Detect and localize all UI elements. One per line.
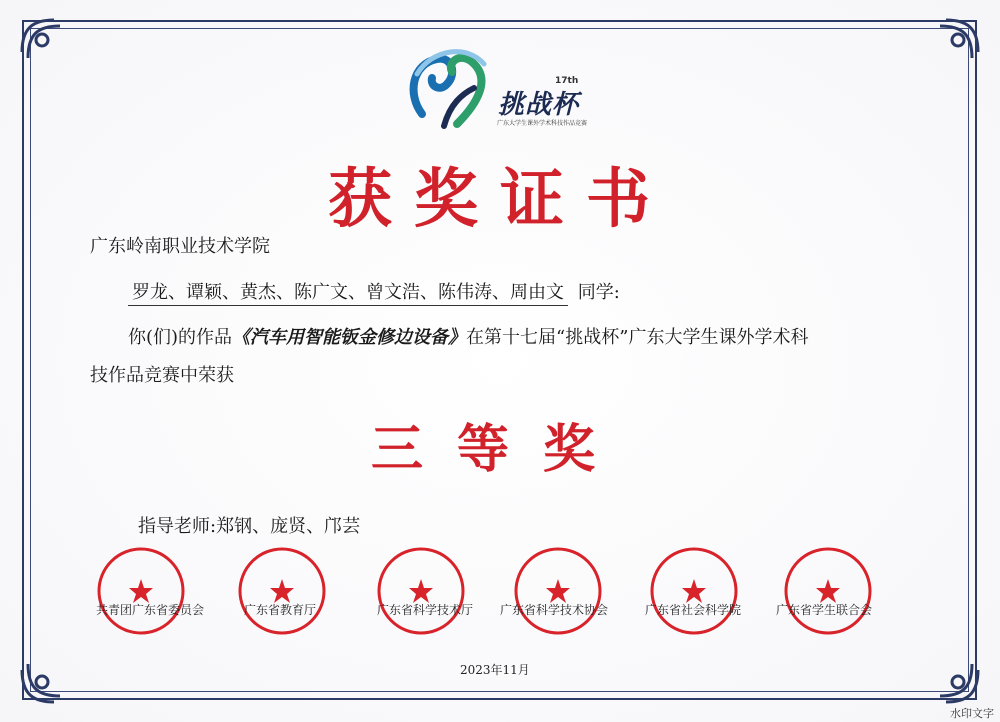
- student-names: 罗龙、谭颖、黄杰、陈广文、曾文浩、陈伟涛、周由文: [128, 278, 568, 306]
- award-level: 三等奖: [370, 419, 629, 480]
- watermark-text: 水印文字: [950, 707, 994, 720]
- body-line-1: [128, 323, 808, 349]
- organizer-5: 广东省社会科学院: [645, 603, 742, 617]
- body-mid: 在第十七届“挑战杯”广东大学生课外学术科: [466, 327, 809, 348]
- students-suffix: 同学:: [577, 282, 620, 303]
- organizer-6: 广东省学生联合会: [776, 603, 873, 617]
- corner-ornament-top-right: [916, 12, 986, 82]
- organizer-2: 广东省教育厅: [244, 603, 317, 617]
- logo-title: 挑战杯: [498, 90, 580, 120]
- issue-date: 2023年11月: [460, 663, 530, 677]
- organizer-3: 广东省科学技术厅: [377, 603, 474, 617]
- advisors-names: 郑钢、庞贤、邝芸: [216, 516, 361, 537]
- work-title: 《汽车用智能钣金修边设备》: [232, 327, 467, 348]
- corner-ornament-top-left: [14, 12, 84, 82]
- seal-science-tech-dept: [375, 545, 467, 637]
- seal-social-sciences: [648, 545, 740, 637]
- logo-subtitle: 广东大学生课外学术科技作品竞赛: [497, 120, 588, 127]
- seal-youth-league: [95, 545, 187, 637]
- corner-ornament-bottom-left: [14, 640, 84, 710]
- challenge-cup-emblem-icon: [402, 44, 502, 134]
- seal-education-dept: [236, 545, 328, 637]
- seal-student-federation: [782, 545, 874, 637]
- organizer-4: 广东省科学技术协会: [500, 603, 609, 617]
- advisors-line: [138, 512, 360, 538]
- organizer-1: 共青团广东省委员会: [96, 603, 205, 617]
- advisors-label: 指导老师:: [138, 516, 217, 537]
- body-prefix: 你(们)的作品: [128, 327, 233, 348]
- certificate-title: 获奖证书: [328, 162, 672, 237]
- logo-edition: 17th: [555, 76, 579, 86]
- institution-name: 广东岭南职业技术学院: [90, 236, 270, 257]
- corner-ornament-bottom-right: [916, 640, 986, 710]
- seal-science-tech-assoc: [512, 545, 604, 637]
- students-line: [128, 278, 620, 306]
- body-line-2: 技作品竞赛中荣获: [90, 365, 234, 386]
